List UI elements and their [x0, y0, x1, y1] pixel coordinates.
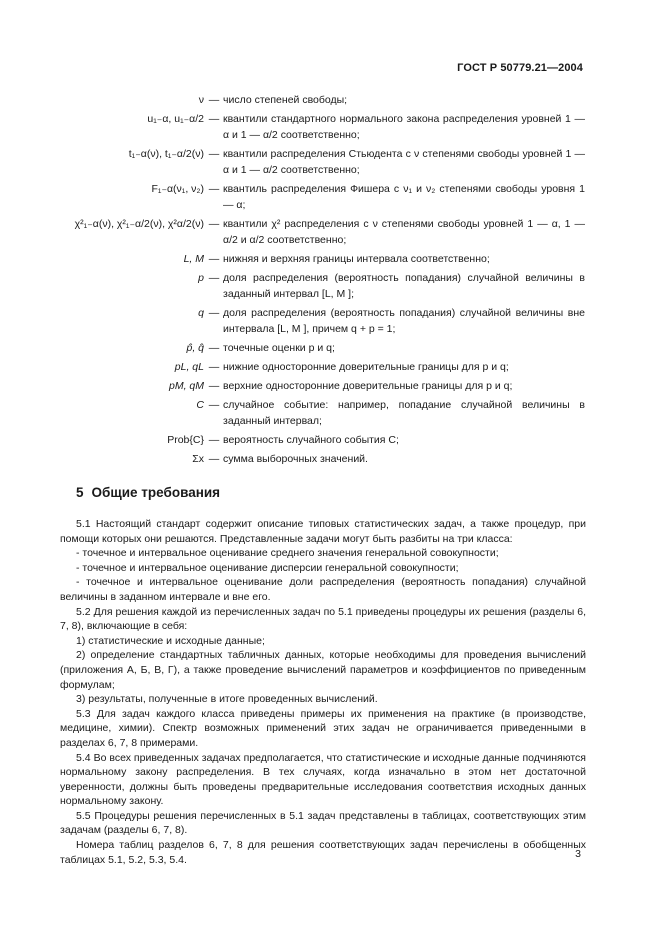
definition-item: Σx — сумма выборочных значений.: [40, 451, 585, 467]
definition-item: F₁₋α(ν₁, ν₂) — квантиль распределения Фишера с ν₁ и ν₂ степенями свободы уровня 1 — α;: [40, 181, 585, 213]
definition-text: нижняя и верхняя границы интервала соответственно;: [223, 253, 490, 265]
definition-symbol: u₁₋α, u₁₋α/2: [147, 113, 204, 125]
definition-symbol: p: [198, 272, 204, 284]
definition-symbol: F₁₋α(ν₁, ν₂): [151, 183, 204, 195]
definition-item: pL, qL — нижние односторонние доверительные границы для p и q;: [40, 359, 585, 375]
definition-text: доля распределения (вероятность попадания) случайной величины в заданный интервал [L, M ];: [223, 272, 585, 300]
list-item: - точечное и интервальное оценивание доли распределения (вероятность попадания) случайной величины в заданном интервале и вне его.: [60, 576, 586, 603]
definition-item: p — доля распределения (вероятность попадания) случайной величины в заданный интервал [L, M ];: [40, 270, 585, 302]
definition-symbol: t₁₋α(ν), t₁₋α/2(ν): [128, 148, 204, 160]
section-number: 5: [76, 485, 84, 500]
paragraph: 5.5 Процедуры решения перечисленных в 5.1 задач представлены в таблицах, соответствующих этим задачам (разделы 6, 7, 8).: [60, 809, 586, 837]
list-item: 2) определение стандартных табличных данных, которые необходимы для проведения вычислений (приложения А, Б, В, Г), а также проведение вычислений параметров и коэффициентов по приведенным формулам;: [60, 649, 586, 691]
definition-symbol: ν: [198, 94, 204, 106]
list-item: 3) результаты, полученные в итоге проведенных вычислений.: [76, 693, 378, 706]
section-heading: [76, 485, 220, 500]
definition-text: случайное событие: например, попадание случайной величины в заданный интервал;: [223, 399, 585, 427]
section-body: [60, 517, 586, 867]
definition-item: p̂, q̂ — точечные оценки p и q;: [40, 340, 585, 356]
definition-symbol: pM, qM: [168, 380, 204, 392]
definition-item: Prob{C} — вероятность случайного события C;: [40, 432, 585, 448]
paragraph: 5.3 Для задач каждого класса приведены примеры их применения на практике (в производстве, медицине, химии). Спектр возможных применений этих задач не ограничивается приведенными в разделах 6, 7, 8 примерами.: [60, 707, 586, 749]
list-item: 1) статистические и исходные данные;: [76, 634, 265, 647]
definition-text: квантили стандартного нормального закона распределения уровней 1 — α и 1 — α/2 соответственно;: [223, 113, 585, 141]
list-item: - точечное и интервальное оценивание дисперсии генеральной совокупности;: [76, 561, 459, 574]
definition-text: вероятность случайного события C;: [223, 434, 399, 446]
paragraph: 5.2 Для решения каждой из перечисленных задач по 5.1 приведены процедуры их решения (разделы 6, 7, 8), включающие в себя:: [60, 605, 586, 633]
definition-symbol: C: [196, 399, 204, 411]
definition-symbol: Σx: [192, 453, 204, 465]
definition-symbol: L, M: [183, 253, 204, 265]
definition-text: доля распределения (вероятность попадания) случайной величины вне интервала [L, M ], причем q + p = 1;: [223, 307, 585, 335]
section-title: Общие требования: [91, 485, 221, 500]
paragraph: 5.1 Настоящий стандарт содержит описание типовых статистических задач, а также процедур, при помощи которых они решаются. Представленные задачи могут быть разбиты на три класса:: [60, 518, 586, 545]
list-item: - точечное и интервальное оценивание среднего значения генеральной совокупности;: [76, 547, 499, 560]
definition-text: точечные оценки p и q;: [223, 342, 335, 354]
definition-text: число степеней свободы;: [223, 94, 348, 106]
definition-item: t₁₋α(ν), t₁₋α/2(ν) — квантили распределения Стьюдента с ν степенями свободы уровней 1 — α и 1 — α/2 соответственно;: [40, 146, 585, 178]
definition-item: L, M — нижняя и верхняя границы интервала соответственно;: [40, 251, 585, 267]
definition-item: u₁₋α, u₁₋α/2 — квантили стандартного нормального закона распределения уровней 1 — α и 1 — α/2 соответственно;: [40, 111, 585, 143]
definition-item: C — случайное событие: например, попадание случайной величины в заданный интервал;: [40, 397, 585, 429]
definitions-list: [40, 92, 585, 470]
page-number: 3: [575, 848, 581, 860]
definition-text: нижние односторонние доверительные границы для p и q;: [223, 361, 509, 373]
document-code: ГОСТ Р 50779.21—2004: [457, 62, 583, 74]
definition-text: квантиль распределения Фишера с ν₁ и ν₂ степенями свободы уровня 1 — α;: [223, 183, 585, 211]
definition-item: ν — число степеней свободы;: [40, 92, 585, 108]
definition-item: q — доля распределения (вероятность попадания) случайной величины вне интервала [L, M ], причем q + p = 1;: [40, 305, 585, 337]
definition-symbol: p̂, q̂: [186, 342, 204, 354]
definition-symbol: χ²₁₋α(ν), χ²₁₋α/2(ν), χ²α/2(ν): [74, 218, 204, 230]
definition-symbol: Prob{C}: [167, 434, 204, 446]
definition-symbol: pL, qL: [174, 361, 204, 373]
definition-text: квантили распределения Стьюдента с ν степенями свободы уровней 1 — α и 1 — α/2 соответственно;: [223, 148, 585, 176]
definition-text: верхние односторонние доверительные границы для p и q;: [223, 380, 513, 392]
definition-text: квантили χ² распределения с ν степенями свободы уровней 1 — α, 1 — α/2 и α/2 соответственно;: [223, 218, 585, 246]
definition-item: pM, qM — верхние односторонние доверительные границы для p и q;: [40, 378, 585, 394]
definition-text: сумма выборочных значений.: [223, 453, 368, 465]
paragraph: Номера таблиц разделов 6, 7, 8 для решения соответствующих задач перечислены в обобщенных таблицах 5.1, 5.2, 5.3, 5.4.: [60, 839, 586, 866]
paragraph: 5.4 Во всех приведенных задачах предполагается, что статистические и исходные данные подчиняются нормальному закону распределения. В тех случаях, когда изначально в этом нет достаточной уверенности, должны быть проведены предварительные исследования соответствия исходных данных нормальному закону.: [60, 751, 586, 808]
definition-symbol: q: [198, 307, 204, 319]
definition-item: χ²₁₋α(ν), χ²₁₋α/2(ν), χ²α/2(ν) — квантили χ² распределения с ν степенями свободы уровней 1 — α, 1 — α/2 и α/2 соответственно;: [40, 216, 585, 248]
